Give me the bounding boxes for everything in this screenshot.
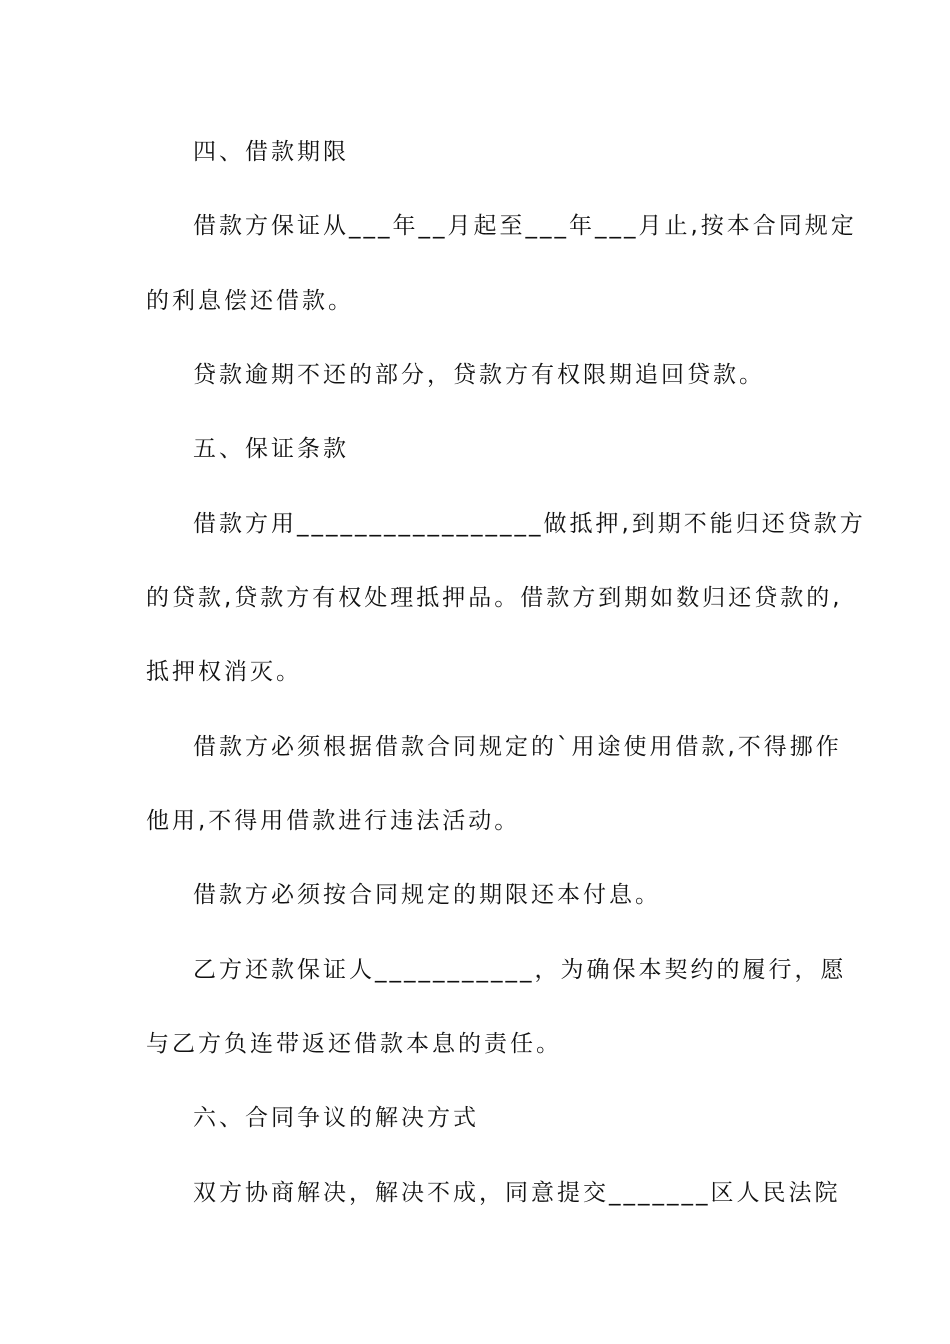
paragraph-line: 他用,不得用借款进行违法活动。 — [146, 808, 521, 834]
section-heading-dispute: 六、合同争议的解决方式 — [193, 1105, 479, 1131]
paragraph-line: 借款方必须按合同规定的期限还本付息。 — [193, 882, 661, 908]
section-heading-guarantee: 五、保证条款 — [193, 436, 349, 462]
section-heading-loan-term: 四、借款期限 — [193, 139, 349, 165]
paragraph-line: 与乙方负连带返还借款本息的责任。 — [146, 1031, 562, 1057]
paragraph-line: 借款方必须根据借款合同规定的`用途使用借款,不得挪作 — [193, 734, 842, 760]
paragraph-line: 乙方还款保证人___________，为确保本契约的履行，愿 — [193, 957, 847, 983]
paragraph-line: 的利息偿还借款。 — [146, 288, 354, 314]
paragraph-line: 双方协商解决，解决不成，同意提交_______区人民法院 — [193, 1180, 841, 1206]
paragraph-line: 借款方用_________________做抵押,到期不能归还贷款方 — [193, 511, 866, 537]
paragraph-line: 贷款逾期不还的部分，贷款方有权限期追回贷款。 — [193, 362, 765, 388]
paragraph-line: 的贷款,贷款方有权处理抵押品。借款方到期如数归还贷款的, — [146, 585, 843, 611]
paragraph-line: 借款方保证从___年__月起至___年___月止,按本合同规定 — [193, 213, 857, 239]
paragraph-line: 抵押权消灭。 — [146, 659, 302, 685]
